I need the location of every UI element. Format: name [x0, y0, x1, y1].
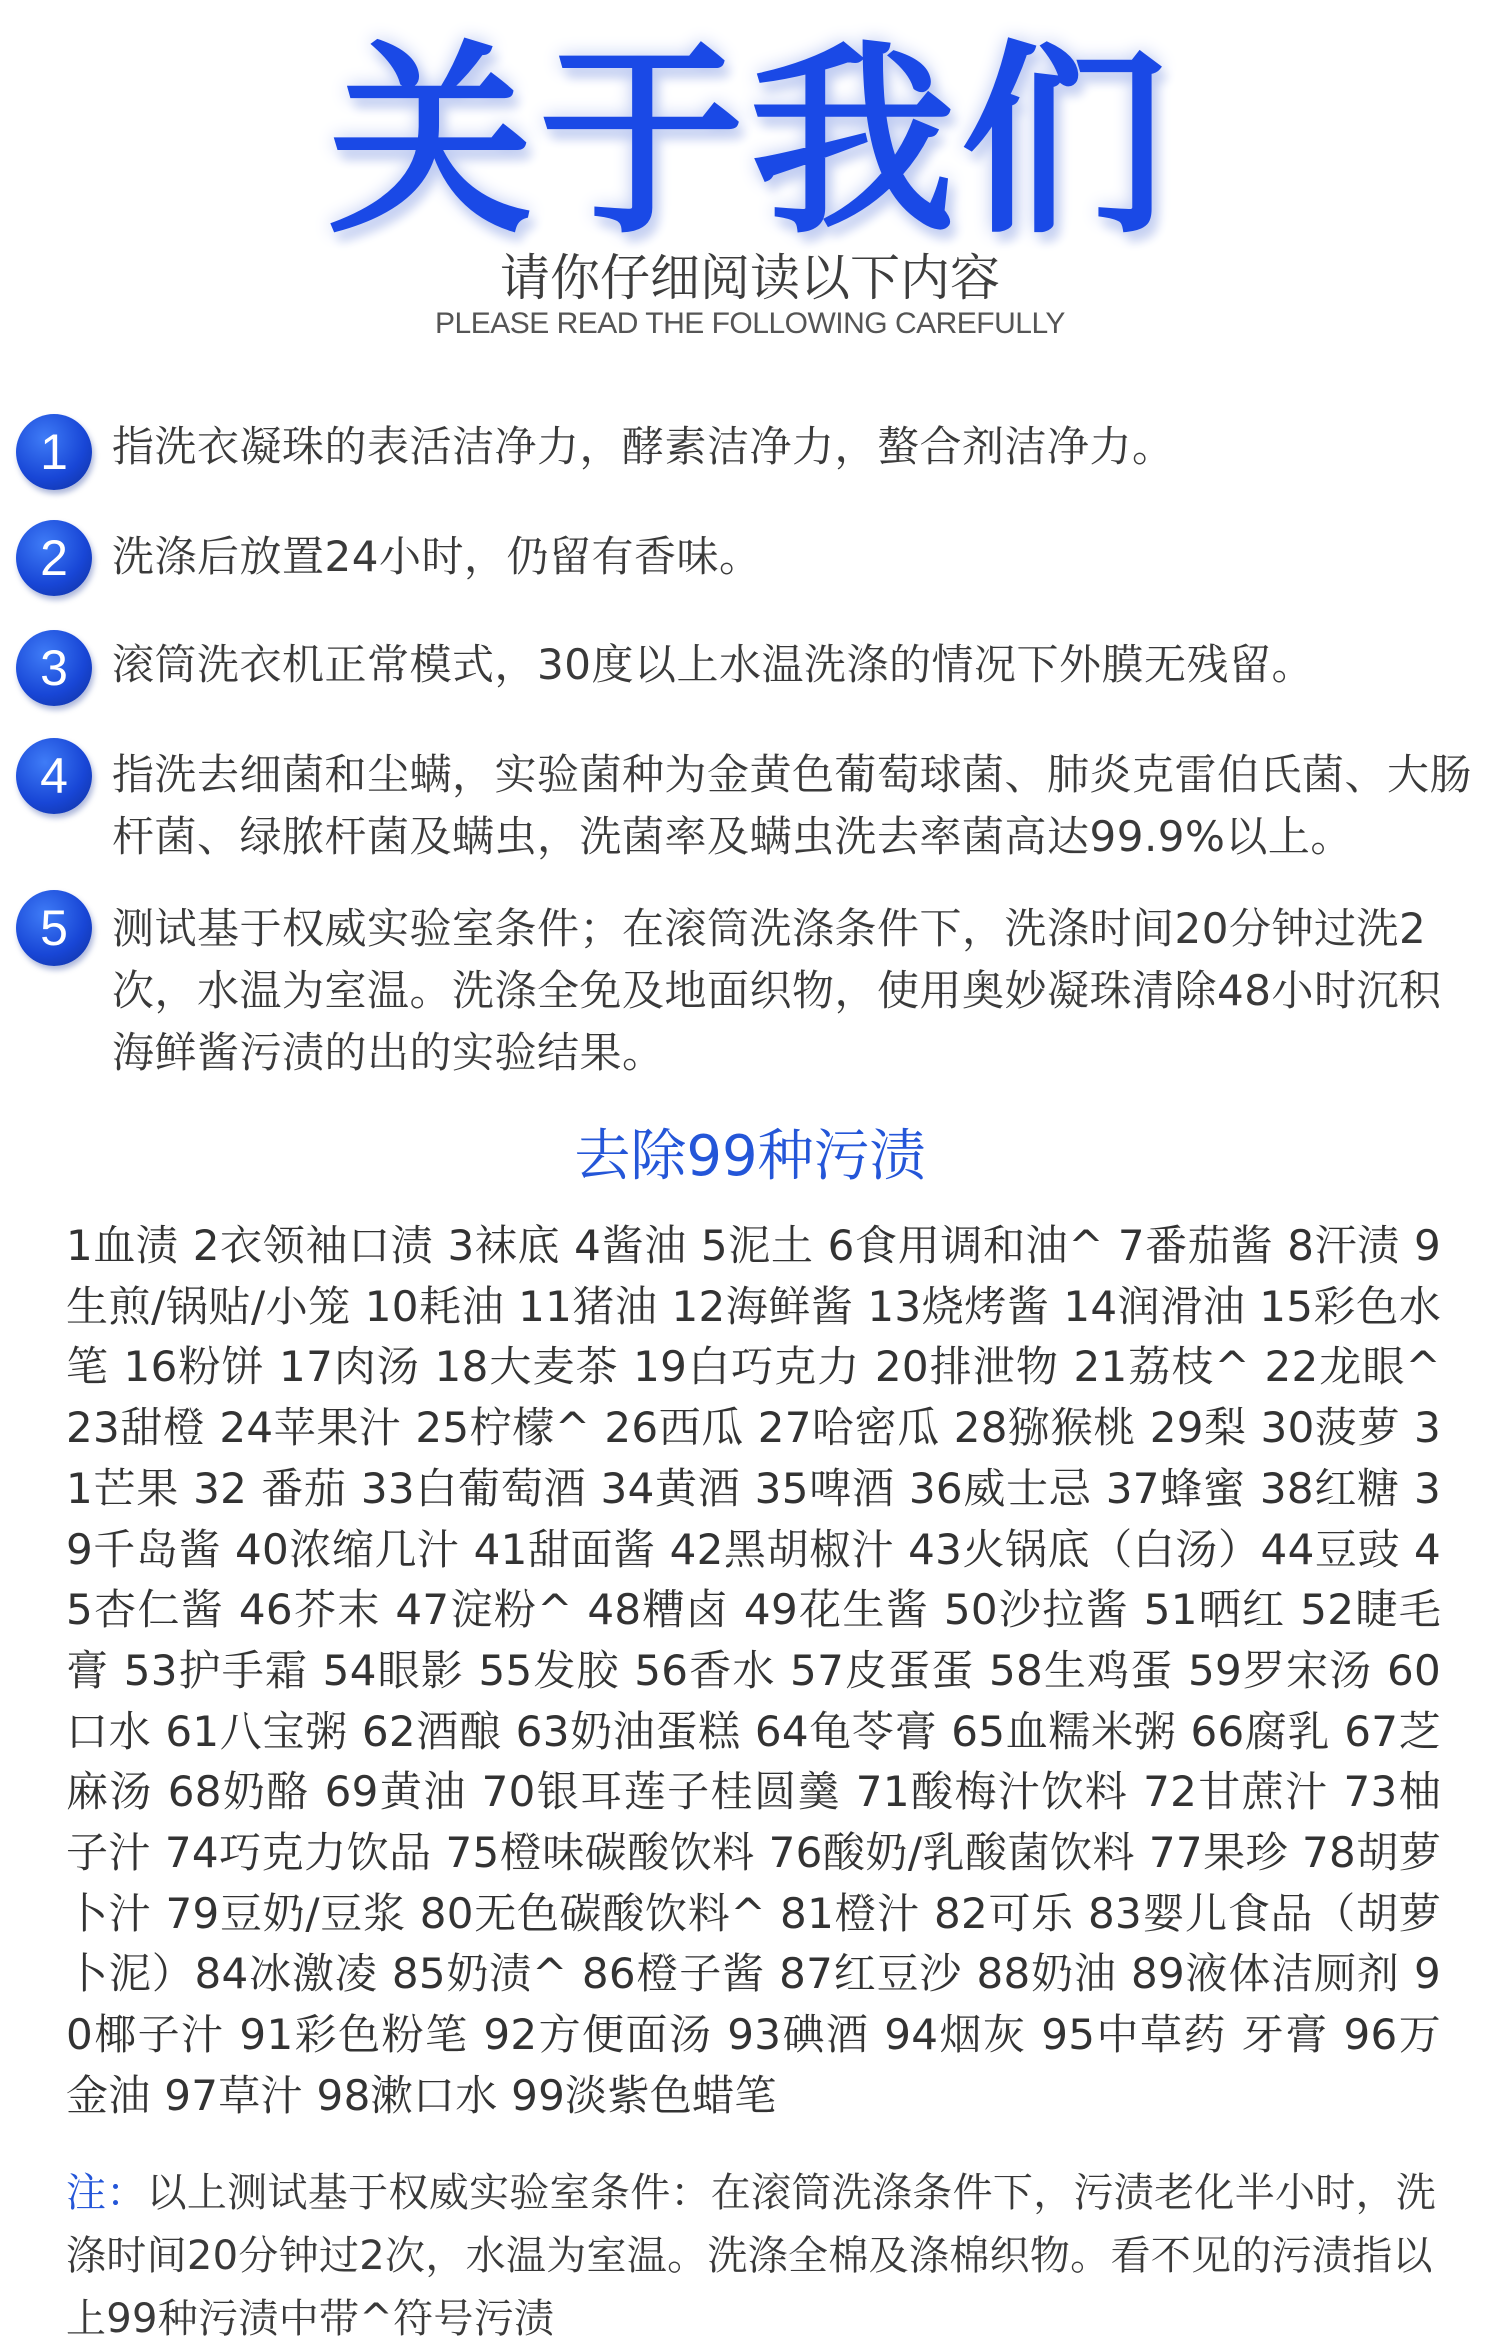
number-badge-1: 1 — [16, 414, 92, 490]
list-item-text: 测试基于权威实验室条件；在滚筒洗涤条件下，洗涤时间20分钟过洗2次，水温为室温。洗涤全免及地面织物，使用奥妙凝珠清除48小时沉积海鲜酱污渍的出的实验结果。 — [112, 904, 1442, 1077]
list-item-text: 指洗去细菌和尘螨，实验菌种为金黄色葡萄球菌、肺炎克雷伯氏菌、大肠杆菌、绿脓杆菌及螨虫，洗菌率及螨虫洗去率菌高达99.9%以上。 — [112, 750, 1473, 861]
page-title: 关于我们 — [328, 24, 1172, 262]
subtitle-english: PLEASE READ THE FOLLOWING CAREFULLY — [435, 307, 1065, 340]
stain-list: 1血渍 2衣领袖口渍 3袜底 4酱油 5泥土 6食用调和油^ 7番茄酱 8汗渍 9生煎/锅贴/小笼 10耗油 11猪油 12海鲜酱 13烧烤酱 14润滑油 15彩色水笔 16粉饼 17肉汤 18大麦茶 19白巧克力 20排泄物 21荔枝^ 22龙眼^ 23甜橙 24苹果汁 25柠檬^ 26西瓜 27哈密瓜 28猕猴桃 29梨 30菠萝 31芒果 32 番茄 33白葡萄酒 34黄酒 35啤酒 36威士忌 37蜂蜜 38红糖 39千岛酱 40浓缩几汁 41甜面酱 42黑胡椒汁 43火锅底（白汤）44豆豉 45杏仁酱 46芥末 47淀粉^ 48糟卤 49花生酱 50沙拉酱 51晒红 52睫毛膏 53护手霜 54眼影 55发胶 56香水 57皮蛋蛋 58生鸡蛋 59罗宋汤 60口水 61八宝粥 62酒酿 63奶油蛋糕 64龟苓膏 65血糯米粥 66腐乳 67芝麻汤 68奶酪 69黄油 70银耳莲子桂圆羹 71酸梅汁饮料 72甘蔗汁 73柚子汁 74巧克力饮品 75橙味碳酸饮料 76酸奶/乳酸菌饮料 77果珍 78胡萝卜汁 79豆奶/豆浆 80无色碳酸饮料^ 81橙汁 82可乐 83婴儿食品（胡萝卜泥）84冰激凌 85奶渍^ 86橙子酱 87红豆沙 88奶油 89液体洁厕剂 90椰子汁 91彩色粉笔 92方便面汤 93碘酒 94烟灰 95中草药 牙膏 96万金油 97草汁 98漱口水 99淡紫色蜡笔 — [66, 1221, 1441, 2120]
footnote-label: 注： — [66, 2170, 147, 2216]
footnote-text: 以上测试基于权威实验室条件：在滚筒洗涤条件下，污渍老化半小时，洗涤时间20分钟过2次，水温为室温。洗涤全棉及涤棉织物。看不见的污渍指以上99种污渍中带^符号污渍 — [66, 2170, 1437, 2342]
footnote — [66, 2162, 1441, 2351]
list-item-text: 指洗衣凝珠的表活洁净力，酵素洁净力，螯合剂洁净力。 — [112, 422, 1175, 471]
subtitle: 请你仔细阅读以下内容 — [500, 249, 1000, 307]
number-badge-3: 3 — [16, 630, 92, 706]
section-title: 去除99种污渍 — [574, 1124, 926, 1189]
number-badge-4: 4 — [16, 738, 92, 814]
list-item-text: 洗涤后放置24小时，仍留有香味。 — [112, 532, 762, 581]
number-badge-2: 2 — [16, 520, 92, 596]
number-badge-5: 5 — [16, 890, 92, 966]
list-item-text: 滚筒洗衣机正常模式，30度以上水温洗涤的情况下外膜无残留。 — [112, 640, 1314, 689]
